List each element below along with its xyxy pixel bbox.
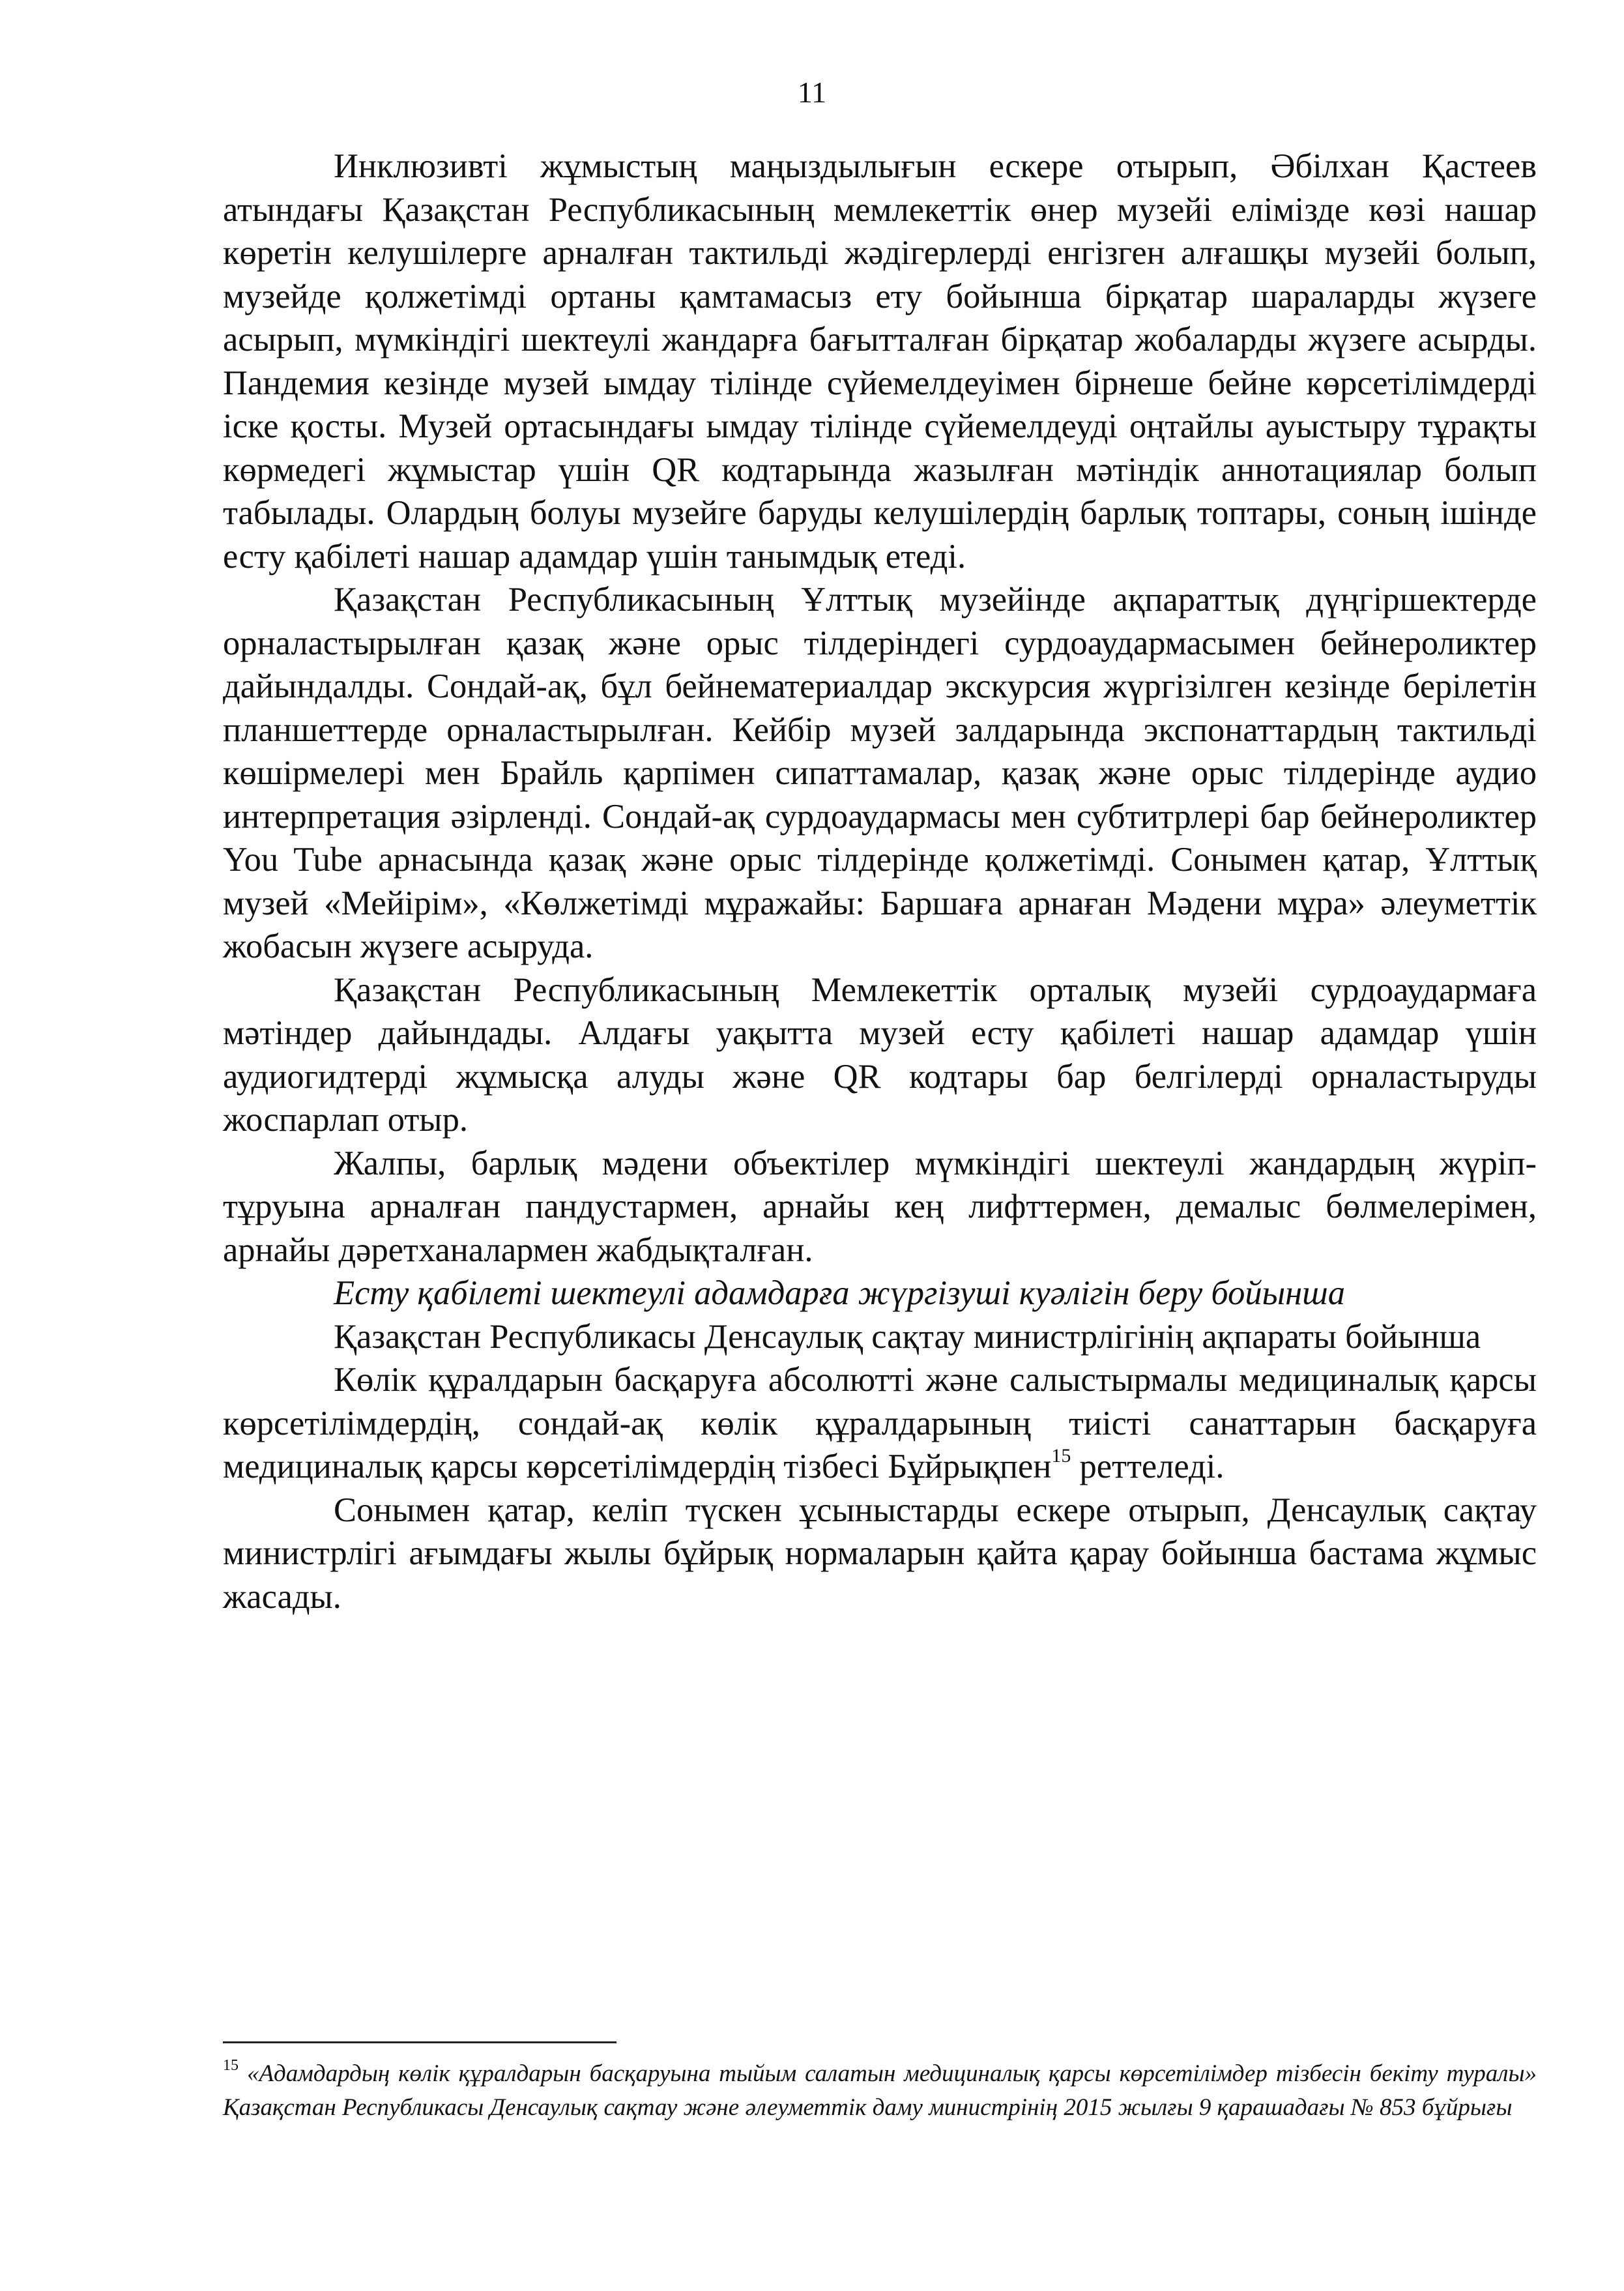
footnote-number: 15 xyxy=(223,2056,239,2074)
section-heading: Есту қабілеті шектеулі адамдарға жүргізуші куәлігін беру бойынша xyxy=(334,1274,1346,1312)
paragraph-ministry-initiative: Сонымен қатар, келіп түскен ұсыныстарды ескере отырып, Денсаулық сақтау министрлігі ағымдағы жылы бұйрық нормаларын қайта қарау бойынша бастама жұмыс жасады. xyxy=(223,1491,1537,1616)
source-line: Қазақстан Республикасы Денсаулық сақтау министрлігінің ақпараты бойынша xyxy=(334,1317,1481,1356)
footnote-reference[interactable]: 15 xyxy=(1051,1444,1071,1467)
footnote-separator xyxy=(223,2041,616,2043)
paragraph-central-museum: Қазақстан Республикасының Мемлекеттік орталық музейі сурдоаудармаға мәтіндер дайындады. Алдағы уақытта музей есту қабілеті нашар адамдар үшін аудиогидтерді жұмысқа алуды және QR кодтары бар белгілерді орналастыруды жоспарлап отыр. xyxy=(223,970,1537,1139)
paragraph-contraindications-end: реттеледі. xyxy=(1071,1448,1225,1485)
page-number: 11 xyxy=(797,76,827,109)
paragraph-museum-kasteev: Инклюзивті жұмыстың маңыздылығын ескере отырып, Әбілхан Қастеев атындағы Қазақстан Республикасының мемлекеттік өнер музейі елімізде көзі нашар көретін келушілерге арналған тактильді жәдігерлерді енгізген алғашқы музейі болып, музейде қолжетімді ортаны қамтамасыз ету бойынша бірқатар шараларды жүзеге асырып, мүмкіндігі шектеулі жандарға бағытталған бірқатар жобаларды жүзеге асырды. Пандемия кезінде музей ымдау тілінде сүйемелдеуімен бірнеше бейне көрсетілімдерді іске қосты. Музей ортасындағы ымдау тілінде сүйемелдеуді оңтайлы ауыстыру тұрақты көрмедегі жұмыстар үшін QR кодтарында жазылған мәтіндік аннотациялар болып табылады. Олардың болуы музейге баруды келушілердің барлық топтары, соның ішінде есту қабілеті нашар адамдар үшін танымдық етеді. xyxy=(223,147,1537,576)
footnote xyxy=(223,2057,1537,2125)
paragraph-contraindications-text: Көлік құралдарын басқаруға абсолютті және салыстырмалы медициналық қарсы көрсетілімдердің, сондай-ақ көлік құралдарының тиісті санаттарын басқаруға медициналық қарсы көрсетілімдердің тізбесі Бұйрықпен xyxy=(223,1361,1537,1485)
paragraph-national-museum: Қазақстан Республикасының Ұлттық музейінде ақпараттық дүңгіршектерде орналастырылған қазақ және орыс тілдеріндегі сурдоаудармасымен бейнероликтер дайындалды. Сондай-ақ, бұл бейнематериалдар экскурсия жүргізілген кезінде берілетін планшеттерде орналастырылған. Кейбір музей залдарында экспонаттардың тактильді көшірмелері мен Брайль қарпімен сипаттамалар, қазақ және орыс тілдерінде аудио интерпретация әзірленді. Сондай-ақ сурдоаудармасы мен субтитрлері бар бейнероликтер You Tube арнасында қазақ және орыс тілдерінде қолжетімді. Сонымен қатар, Ұлттық музей «Мейірім», «Көлжетімді мұражайы: Баршаға арнаған Мәдени мұра» әлеуметтік жобасын жүзеге асыруда. xyxy=(223,581,1537,965)
paragraph-cultural-objects: Жалпы, барлық мәдени объектілер мүмкіндігі шектеулі жандардың жүріп-тұруына арналған пандустармен, арнайы кең лифттермен, демалыс бөлмелерімен, арнайы дәретханалармен жабдықталған. xyxy=(223,1144,1537,1269)
document-body xyxy=(223,145,1537,1618)
paragraph-contraindications xyxy=(223,1358,1537,1489)
footnote-text: «Адамдардың көлік құралдарын басқаруына тыйым салатын медициналық қарсы көрсетілімдер тізбесін бекіту туралы» Қазақстан Республикасы Денсаулық сақтау және әлеуметтік даму министрінің 2015 жылғы 9 қарашадағы № 853 бұйрығы xyxy=(223,2060,1537,2121)
